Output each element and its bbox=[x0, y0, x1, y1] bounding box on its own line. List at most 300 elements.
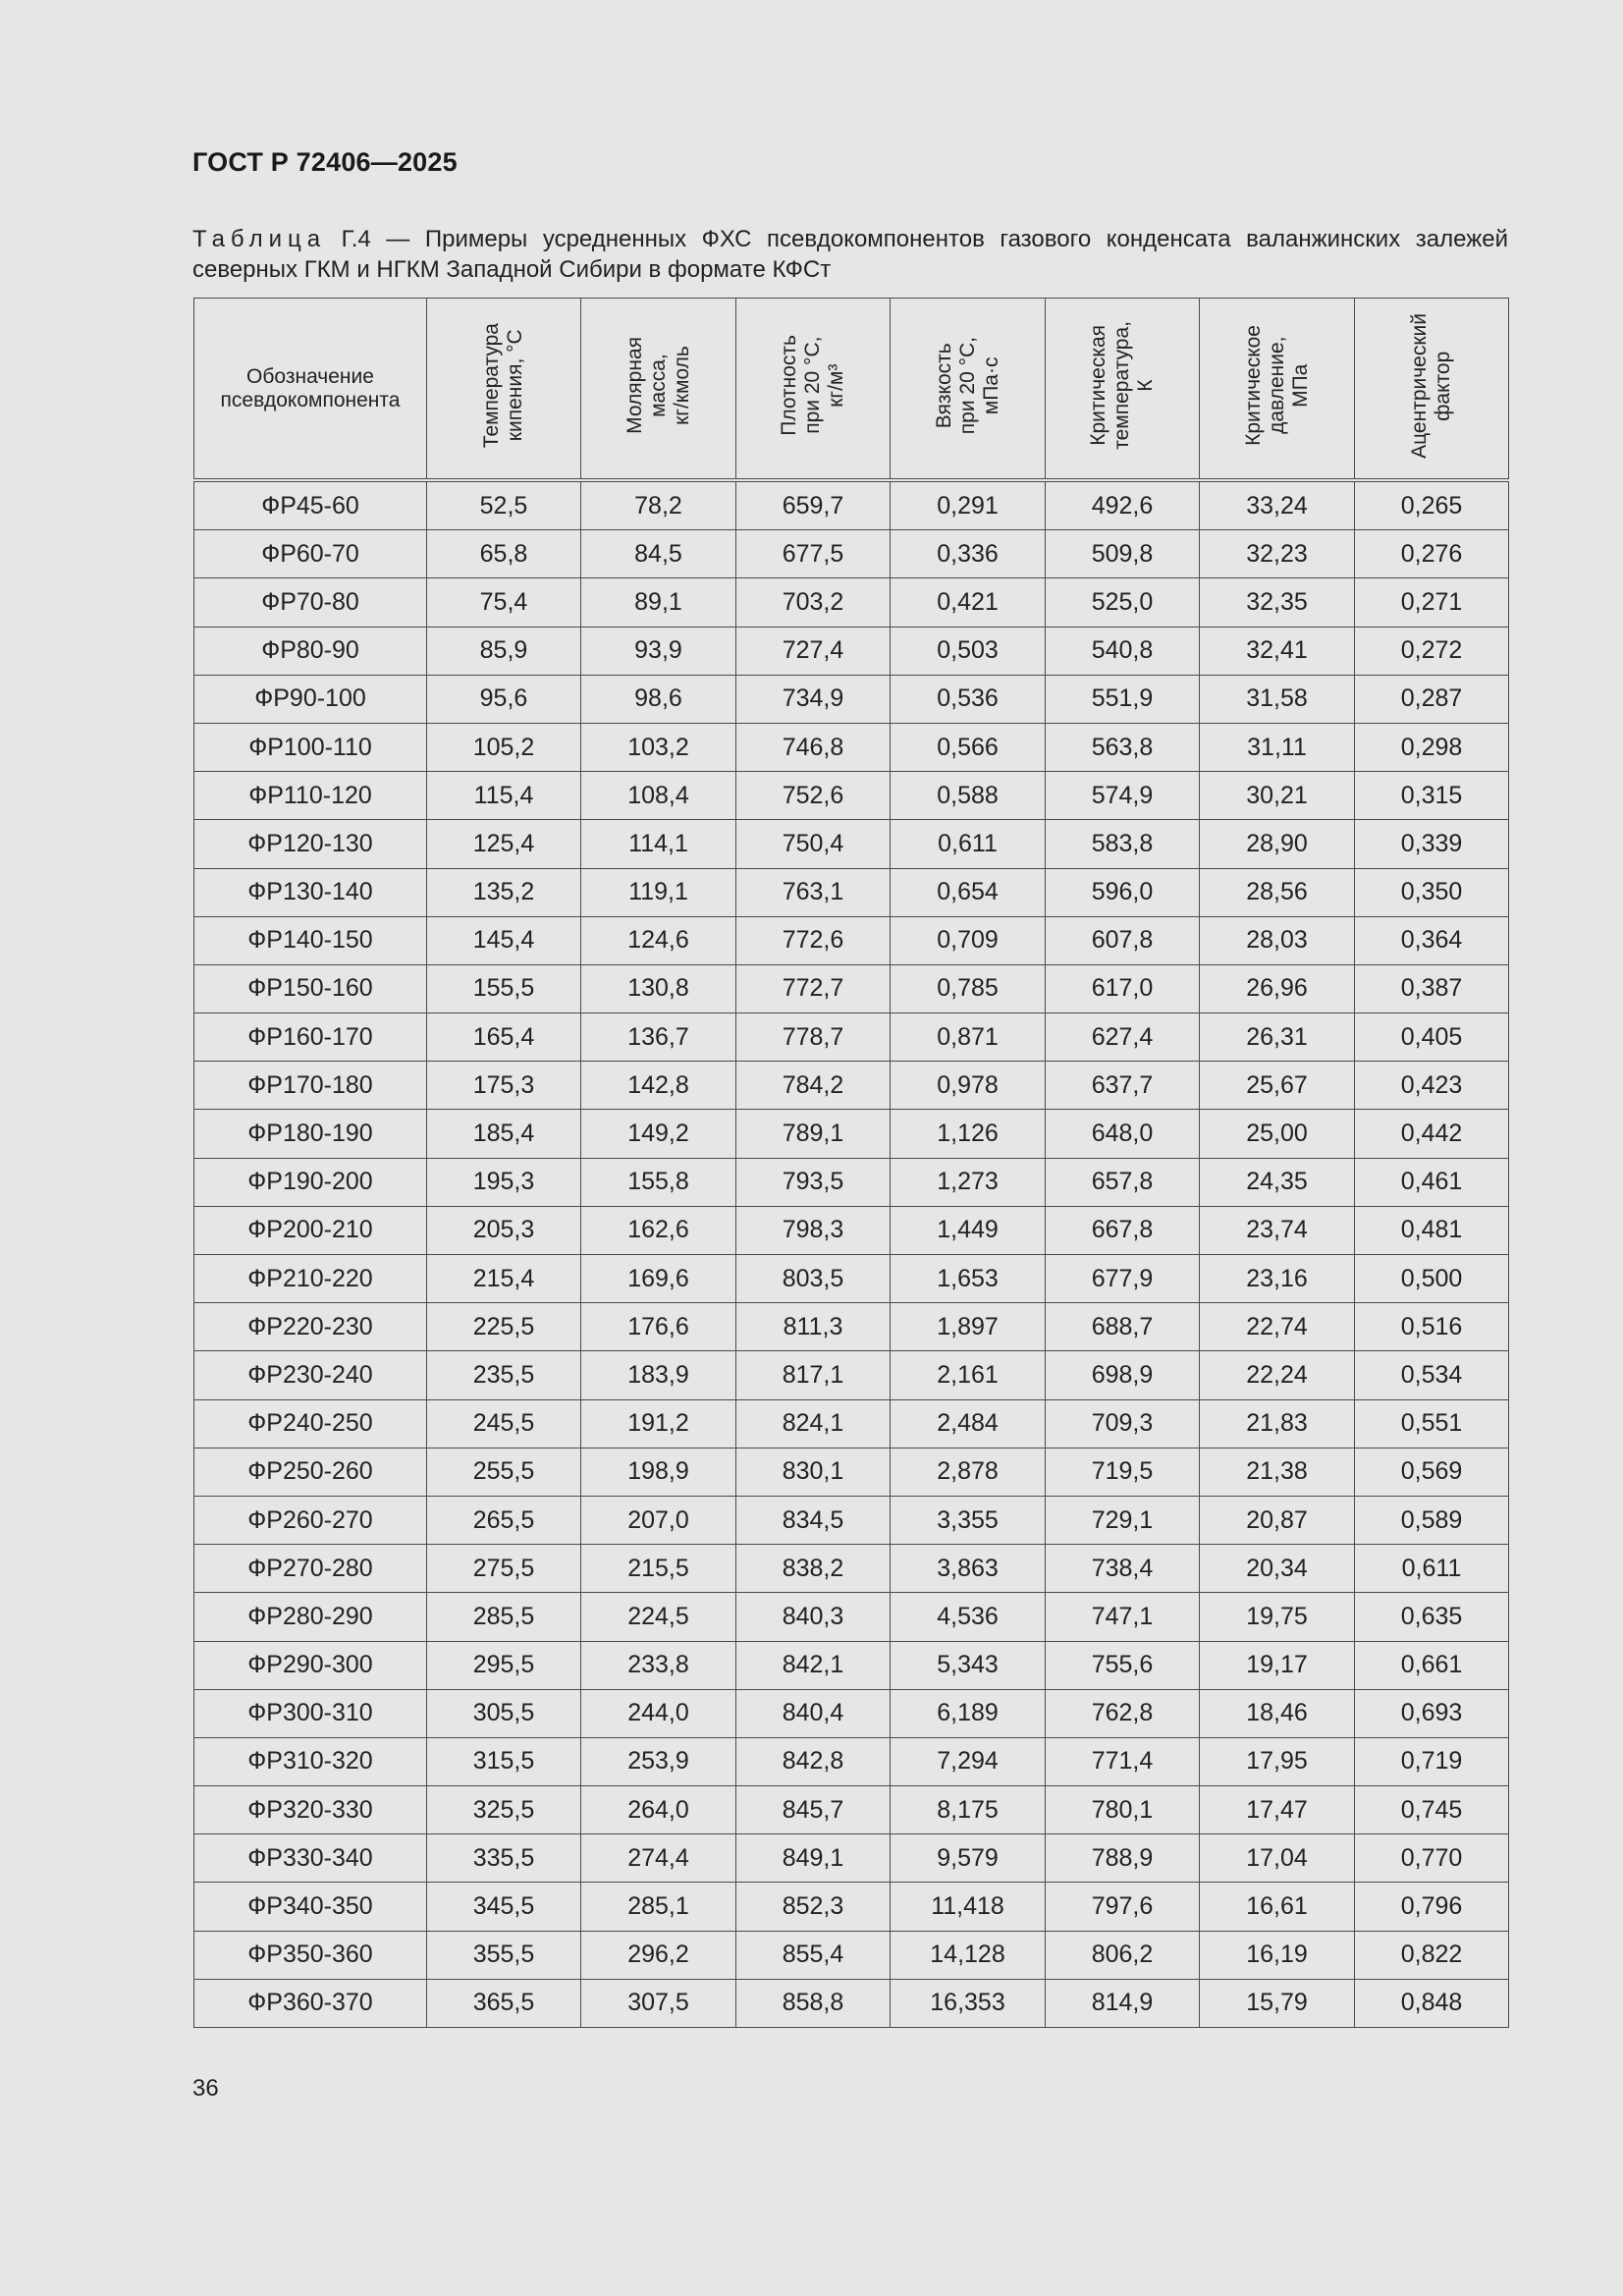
cell-viscosity: 0,588 bbox=[891, 772, 1046, 820]
table-row bbox=[194, 1399, 1509, 1448]
cell-critical-pressure: 26,31 bbox=[1200, 1013, 1355, 1062]
cell-pseudocomponent: ФР45-60 bbox=[194, 480, 427, 530]
cell-acentric-factor: 0,534 bbox=[1355, 1351, 1509, 1399]
cell-critical-temperature: 583,8 bbox=[1046, 820, 1200, 868]
cell-pseudocomponent: ФР210-220 bbox=[194, 1255, 427, 1303]
table-row bbox=[194, 1351, 1509, 1399]
header-line: кипения, °С bbox=[504, 329, 526, 442]
cell-density: 803,5 bbox=[736, 1255, 891, 1303]
cell-molar-mass: 191,2 bbox=[581, 1399, 736, 1448]
cell-viscosity: 0,336 bbox=[891, 530, 1046, 578]
cell-acentric-factor: 0,272 bbox=[1355, 627, 1509, 675]
cell-molar-mass: 93,9 bbox=[581, 627, 736, 675]
table-body bbox=[194, 480, 1509, 2028]
cell-boiling-temperature: 85,9 bbox=[427, 627, 581, 675]
cell-molar-mass: 103,2 bbox=[581, 723, 736, 771]
cell-critical-temperature: 780,1 bbox=[1046, 1786, 1200, 1834]
cell-critical-temperature: 747,1 bbox=[1046, 1593, 1200, 1641]
cell-critical-temperature: 563,8 bbox=[1046, 723, 1200, 771]
cell-density: 752,6 bbox=[736, 772, 891, 820]
cell-boiling-temperature: 345,5 bbox=[427, 1883, 581, 1931]
cell-pseudocomponent: ФР180-190 bbox=[194, 1110, 427, 1158]
cell-molar-mass: 307,5 bbox=[581, 1979, 736, 2027]
cell-viscosity: 3,863 bbox=[891, 1545, 1046, 1593]
cell-density: 855,4 bbox=[736, 1931, 891, 1979]
cell-acentric-factor: 0,287 bbox=[1355, 675, 1509, 723]
cell-critical-temperature: 637,7 bbox=[1046, 1062, 1200, 1110]
cell-acentric-factor: 0,405 bbox=[1355, 1013, 1509, 1062]
cell-acentric-factor: 0,387 bbox=[1355, 964, 1509, 1012]
cell-critical-pressure: 23,74 bbox=[1200, 1206, 1355, 1254]
cell-molar-mass: 155,8 bbox=[581, 1158, 736, 1206]
cell-density: 659,7 bbox=[736, 480, 891, 530]
cell-molar-mass: 264,0 bbox=[581, 1786, 736, 1834]
cell-molar-mass: 183,9 bbox=[581, 1351, 736, 1399]
table-row bbox=[194, 1931, 1509, 1979]
cell-pseudocomponent: ФР70-80 bbox=[194, 578, 427, 627]
cell-viscosity: 6,189 bbox=[891, 1689, 1046, 1737]
cell-viscosity: 0,566 bbox=[891, 723, 1046, 771]
cell-boiling-temperature: 75,4 bbox=[427, 578, 581, 627]
cell-density: 727,4 bbox=[736, 627, 891, 675]
cell-acentric-factor: 0,481 bbox=[1355, 1206, 1509, 1254]
cell-density: 763,1 bbox=[736, 868, 891, 916]
header-line: температура, bbox=[1110, 321, 1133, 450]
page-number: 36 bbox=[192, 2075, 219, 2102]
cell-critical-pressure: 31,58 bbox=[1200, 675, 1355, 723]
cell-critical-temperature: 525,0 bbox=[1046, 578, 1200, 627]
header-acentric-factor bbox=[1355, 299, 1509, 481]
cell-molar-mass: 149,2 bbox=[581, 1110, 736, 1158]
cell-density: 811,3 bbox=[736, 1303, 891, 1351]
cell-critical-temperature: 596,0 bbox=[1046, 868, 1200, 916]
cell-density: 772,6 bbox=[736, 916, 891, 964]
cell-pseudocomponent: ФР60-70 bbox=[194, 530, 427, 578]
cell-molar-mass: 198,9 bbox=[581, 1448, 736, 1496]
table-row bbox=[194, 1013, 1509, 1062]
cell-density: 677,5 bbox=[736, 530, 891, 578]
cell-critical-temperature: 540,8 bbox=[1046, 627, 1200, 675]
cell-acentric-factor: 0,364 bbox=[1355, 916, 1509, 964]
cell-pseudocomponent: ФР230-240 bbox=[194, 1351, 427, 1399]
cell-acentric-factor: 0,500 bbox=[1355, 1255, 1509, 1303]
cell-critical-pressure: 17,47 bbox=[1200, 1786, 1355, 1834]
cell-boiling-temperature: 185,4 bbox=[427, 1110, 581, 1158]
cell-pseudocomponent: ФР340-350 bbox=[194, 1883, 427, 1931]
cell-molar-mass: 119,1 bbox=[581, 868, 736, 916]
cell-acentric-factor: 0,350 bbox=[1355, 868, 1509, 916]
cell-critical-pressure: 24,35 bbox=[1200, 1158, 1355, 1206]
cell-critical-temperature: 755,6 bbox=[1046, 1641, 1200, 1689]
table-row bbox=[194, 627, 1509, 675]
cell-critical-pressure: 32,41 bbox=[1200, 627, 1355, 675]
table-row bbox=[194, 772, 1509, 820]
cell-boiling-temperature: 265,5 bbox=[427, 1496, 581, 1544]
table-row bbox=[194, 964, 1509, 1012]
cell-viscosity: 14,128 bbox=[891, 1931, 1046, 1979]
table-row bbox=[194, 1062, 1509, 1110]
cell-critical-temperature: 738,4 bbox=[1046, 1545, 1200, 1593]
cell-pseudocomponent: ФР150-160 bbox=[194, 964, 427, 1012]
cell-boiling-temperature: 285,5 bbox=[427, 1593, 581, 1641]
cell-pseudocomponent: ФР220-230 bbox=[194, 1303, 427, 1351]
cell-viscosity: 9,579 bbox=[891, 1834, 1046, 1883]
cell-molar-mass: 274,4 bbox=[581, 1834, 736, 1883]
cell-density: 778,7 bbox=[736, 1013, 891, 1062]
cell-pseudocomponent: ФР310-320 bbox=[194, 1737, 427, 1785]
table-row bbox=[194, 1593, 1509, 1641]
cell-molar-mass: 285,1 bbox=[581, 1883, 736, 1931]
cell-density: 838,2 bbox=[736, 1545, 891, 1593]
cell-molar-mass: 89,1 bbox=[581, 578, 736, 627]
cell-molar-mass: 136,7 bbox=[581, 1013, 736, 1062]
cell-acentric-factor: 0,442 bbox=[1355, 1110, 1509, 1158]
cell-density: 852,3 bbox=[736, 1883, 891, 1931]
cell-boiling-temperature: 205,3 bbox=[427, 1206, 581, 1254]
cell-viscosity: 0,291 bbox=[891, 480, 1046, 530]
cell-boiling-temperature: 65,8 bbox=[427, 530, 581, 578]
table-row bbox=[194, 1737, 1509, 1785]
cell-viscosity: 0,871 bbox=[891, 1013, 1046, 1062]
cell-density: 750,4 bbox=[736, 820, 891, 868]
cell-density: 849,1 bbox=[736, 1834, 891, 1883]
table-row bbox=[194, 1641, 1509, 1689]
cell-molar-mass: 296,2 bbox=[581, 1931, 736, 1979]
header-line: МПа bbox=[1288, 363, 1312, 408]
table-row bbox=[194, 820, 1509, 868]
cell-critical-pressure: 32,23 bbox=[1200, 530, 1355, 578]
header-line: кг/кмоль bbox=[670, 346, 693, 425]
cell-viscosity: 7,294 bbox=[891, 1737, 1046, 1785]
cell-boiling-temperature: 245,5 bbox=[427, 1399, 581, 1448]
cell-critical-temperature: 509,8 bbox=[1046, 530, 1200, 578]
cell-molar-mass: 114,1 bbox=[581, 820, 736, 868]
header-line: масса, bbox=[646, 354, 670, 417]
cell-boiling-temperature: 125,4 bbox=[427, 820, 581, 868]
header-row bbox=[194, 299, 1509, 481]
table-row bbox=[194, 1448, 1509, 1496]
cell-acentric-factor: 0,661 bbox=[1355, 1641, 1509, 1689]
cell-critical-pressure: 15,79 bbox=[1200, 1979, 1355, 2027]
table-row bbox=[194, 723, 1509, 771]
table-row bbox=[194, 480, 1509, 530]
header-line: К bbox=[1134, 379, 1157, 392]
cell-boiling-temperature: 315,5 bbox=[427, 1737, 581, 1785]
cell-density: 746,8 bbox=[736, 723, 891, 771]
cell-boiling-temperature: 335,5 bbox=[427, 1834, 581, 1883]
cell-viscosity: 0,503 bbox=[891, 627, 1046, 675]
cell-critical-pressure: 17,95 bbox=[1200, 1737, 1355, 1785]
cell-boiling-temperature: 175,3 bbox=[427, 1062, 581, 1110]
cell-critical-temperature: 797,6 bbox=[1046, 1883, 1200, 1931]
table-row bbox=[194, 1110, 1509, 1158]
cell-viscosity: 2,484 bbox=[891, 1399, 1046, 1448]
cell-pseudocomponent: ФР90-100 bbox=[194, 675, 427, 723]
cell-molar-mass: 169,6 bbox=[581, 1255, 736, 1303]
cell-critical-pressure: 23,16 bbox=[1200, 1255, 1355, 1303]
cell-critical-pressure: 16,61 bbox=[1200, 1883, 1355, 1931]
header-name-line: псевдокомпонента bbox=[220, 388, 401, 411]
cell-critical-temperature: 762,8 bbox=[1046, 1689, 1200, 1737]
cell-pseudocomponent: ФР200-210 bbox=[194, 1206, 427, 1254]
cell-acentric-factor: 0,276 bbox=[1355, 530, 1509, 578]
header-line: Критическая bbox=[1087, 325, 1109, 446]
cell-critical-temperature: 648,0 bbox=[1046, 1110, 1200, 1158]
header-line: при 20 °С, bbox=[801, 336, 824, 435]
cell-critical-temperature: 607,8 bbox=[1046, 916, 1200, 964]
cell-boiling-temperature: 225,5 bbox=[427, 1303, 581, 1351]
cell-boiling-temperature: 165,4 bbox=[427, 1013, 581, 1062]
cell-density: 845,7 bbox=[736, 1786, 891, 1834]
cell-molar-mass: 224,5 bbox=[581, 1593, 736, 1641]
cell-molar-mass: 124,6 bbox=[581, 916, 736, 964]
cell-critical-temperature: 698,9 bbox=[1046, 1351, 1200, 1399]
header-line: Вязкость bbox=[932, 343, 955, 428]
cell-pseudocomponent: ФР250-260 bbox=[194, 1448, 427, 1496]
cell-acentric-factor: 0,848 bbox=[1355, 1979, 1509, 2027]
cell-boiling-temperature: 295,5 bbox=[427, 1641, 581, 1689]
cell-pseudocomponent: ФР80-90 bbox=[194, 627, 427, 675]
cell-critical-temperature: 788,9 bbox=[1046, 1834, 1200, 1883]
cell-molar-mass: 108,4 bbox=[581, 772, 736, 820]
table-row bbox=[194, 1496, 1509, 1544]
cell-critical-temperature: 677,9 bbox=[1046, 1255, 1200, 1303]
table-row bbox=[194, 1834, 1509, 1883]
cell-viscosity: 11,418 bbox=[891, 1883, 1046, 1931]
cell-boiling-temperature: 145,4 bbox=[427, 916, 581, 964]
cell-boiling-temperature: 135,2 bbox=[427, 868, 581, 916]
cell-acentric-factor: 0,271 bbox=[1355, 578, 1509, 627]
cell-pseudocomponent: ФР130-140 bbox=[194, 868, 427, 916]
table-row bbox=[194, 530, 1509, 578]
cell-density: 824,1 bbox=[736, 1399, 891, 1448]
cell-boiling-temperature: 215,4 bbox=[427, 1255, 581, 1303]
cell-critical-pressure: 30,21 bbox=[1200, 772, 1355, 820]
cell-molar-mass: 162,6 bbox=[581, 1206, 736, 1254]
cell-acentric-factor: 0,265 bbox=[1355, 480, 1509, 530]
cell-pseudocomponent: ФР260-270 bbox=[194, 1496, 427, 1544]
cell-viscosity: 0,536 bbox=[891, 675, 1046, 723]
cell-boiling-temperature: 52,5 bbox=[427, 480, 581, 530]
cell-pseudocomponent: ФР270-280 bbox=[194, 1545, 427, 1593]
cell-acentric-factor: 0,516 bbox=[1355, 1303, 1509, 1351]
cell-density: 817,1 bbox=[736, 1351, 891, 1399]
table-row bbox=[194, 868, 1509, 916]
cell-molar-mass: 233,8 bbox=[581, 1641, 736, 1689]
table-row bbox=[194, 1786, 1509, 1834]
cell-boiling-temperature: 305,5 bbox=[427, 1689, 581, 1737]
cell-viscosity: 0,709 bbox=[891, 916, 1046, 964]
cell-viscosity: 1,897 bbox=[891, 1303, 1046, 1351]
cell-pseudocomponent: ФР280-290 bbox=[194, 1593, 427, 1641]
cell-acentric-factor: 0,745 bbox=[1355, 1786, 1509, 1834]
cell-critical-pressure: 28,03 bbox=[1200, 916, 1355, 964]
cell-density: 840,3 bbox=[736, 1593, 891, 1641]
cell-molar-mass: 98,6 bbox=[581, 675, 736, 723]
cell-boiling-temperature: 255,5 bbox=[427, 1448, 581, 1496]
cell-critical-temperature: 574,9 bbox=[1046, 772, 1200, 820]
cell-critical-temperature: 627,4 bbox=[1046, 1013, 1200, 1062]
cell-viscosity: 1,653 bbox=[891, 1255, 1046, 1303]
cell-density: 793,5 bbox=[736, 1158, 891, 1206]
cell-acentric-factor: 0,461 bbox=[1355, 1158, 1509, 1206]
cell-boiling-temperature: 155,5 bbox=[427, 964, 581, 1012]
caption-label: Таблица bbox=[192, 226, 327, 252]
header-line: Критическое bbox=[1241, 325, 1265, 446]
cell-density: 772,7 bbox=[736, 964, 891, 1012]
cell-molar-mass: 244,0 bbox=[581, 1689, 736, 1737]
cell-critical-pressure: 22,74 bbox=[1200, 1303, 1355, 1351]
table-row bbox=[194, 1206, 1509, 1254]
cell-critical-temperature: 688,7 bbox=[1046, 1303, 1200, 1351]
table-row bbox=[194, 578, 1509, 627]
cell-boiling-temperature: 325,5 bbox=[427, 1786, 581, 1834]
cell-density: 858,8 bbox=[736, 1979, 891, 2027]
table-row bbox=[194, 1689, 1509, 1737]
cell-boiling-temperature: 195,3 bbox=[427, 1158, 581, 1206]
cell-viscosity: 5,343 bbox=[891, 1641, 1046, 1689]
cell-pseudocomponent: ФР120-130 bbox=[194, 820, 427, 868]
cell-critical-pressure: 22,24 bbox=[1200, 1351, 1355, 1399]
cell-viscosity: 8,175 bbox=[891, 1786, 1046, 1834]
caption-text: Г.4 — Примеры усредненных ФХС псевдокомпонентов газового конденсата валанжинских залежей северных ГКМ и НГКМ Западной Сибири в формате КФСт bbox=[192, 226, 1508, 283]
cell-pseudocomponent: ФР330-340 bbox=[194, 1834, 427, 1883]
header-boiling-temperature bbox=[427, 299, 581, 481]
cell-critical-pressure: 18,46 bbox=[1200, 1689, 1355, 1737]
cell-pseudocomponent: ФР170-180 bbox=[194, 1062, 427, 1110]
cell-critical-temperature: 551,9 bbox=[1046, 675, 1200, 723]
cell-density: 840,4 bbox=[736, 1689, 891, 1737]
cell-viscosity: 4,536 bbox=[891, 1593, 1046, 1641]
cell-acentric-factor: 0,423 bbox=[1355, 1062, 1509, 1110]
header-line: при 20 °С, bbox=[955, 336, 979, 435]
cell-molar-mass: 207,0 bbox=[581, 1496, 736, 1544]
table-row bbox=[194, 916, 1509, 964]
cell-critical-temperature: 709,3 bbox=[1046, 1399, 1200, 1448]
cell-density: 834,5 bbox=[736, 1496, 891, 1544]
document-header: ГОСТ Р 72406—2025 bbox=[192, 147, 458, 177]
cell-critical-pressure: 26,96 bbox=[1200, 964, 1355, 1012]
header-line: мПа·с bbox=[979, 356, 1002, 414]
cell-critical-temperature: 667,8 bbox=[1046, 1206, 1200, 1254]
cell-viscosity: 0,785 bbox=[891, 964, 1046, 1012]
cell-critical-pressure: 32,35 bbox=[1200, 578, 1355, 627]
cell-pseudocomponent: ФР140-150 bbox=[194, 916, 427, 964]
cell-acentric-factor: 0,719 bbox=[1355, 1737, 1509, 1785]
cell-acentric-factor: 0,589 bbox=[1355, 1496, 1509, 1544]
cell-acentric-factor: 0,569 bbox=[1355, 1448, 1509, 1496]
cell-viscosity: 2,161 bbox=[891, 1351, 1046, 1399]
header-critical-pressure bbox=[1200, 299, 1355, 481]
cell-density: 703,2 bbox=[736, 578, 891, 627]
cell-molar-mass: 176,6 bbox=[581, 1303, 736, 1351]
cell-density: 842,8 bbox=[736, 1737, 891, 1785]
header-line: Плотность bbox=[778, 335, 800, 436]
cell-critical-pressure: 28,56 bbox=[1200, 868, 1355, 916]
header-line: давление, bbox=[1265, 336, 1288, 435]
cell-pseudocomponent: ФР290-300 bbox=[194, 1641, 427, 1689]
cell-viscosity: 0,611 bbox=[891, 820, 1046, 868]
cell-boiling-temperature: 95,6 bbox=[427, 675, 581, 723]
cell-critical-pressure: 33,24 bbox=[1200, 480, 1355, 530]
cell-critical-pressure: 31,11 bbox=[1200, 723, 1355, 771]
cell-acentric-factor: 0,796 bbox=[1355, 1883, 1509, 1931]
header-density bbox=[736, 299, 891, 481]
cell-acentric-factor: 0,339 bbox=[1355, 820, 1509, 868]
table-row bbox=[194, 675, 1509, 723]
cell-viscosity: 0,421 bbox=[891, 578, 1046, 627]
cell-critical-pressure: 19,75 bbox=[1200, 1593, 1355, 1641]
cell-density: 734,9 bbox=[736, 675, 891, 723]
cell-acentric-factor: 0,693 bbox=[1355, 1689, 1509, 1737]
header-critical-temperature bbox=[1046, 299, 1200, 481]
cell-density: 798,3 bbox=[736, 1206, 891, 1254]
header-name-column bbox=[194, 299, 427, 481]
table-caption bbox=[192, 224, 1508, 285]
cell-critical-temperature: 492,6 bbox=[1046, 480, 1200, 530]
cell-viscosity: 3,355 bbox=[891, 1496, 1046, 1544]
cell-pseudocomponent: ФР160-170 bbox=[194, 1013, 427, 1062]
cell-critical-temperature: 729,1 bbox=[1046, 1496, 1200, 1544]
cell-boiling-temperature: 275,5 bbox=[427, 1545, 581, 1593]
cell-critical-pressure: 16,19 bbox=[1200, 1931, 1355, 1979]
header-line: кг/м³ bbox=[825, 363, 847, 408]
cell-molar-mass: 142,8 bbox=[581, 1062, 736, 1110]
cell-acentric-factor: 0,551 bbox=[1355, 1399, 1509, 1448]
cell-molar-mass: 215,5 bbox=[581, 1545, 736, 1593]
cell-critical-temperature: 657,8 bbox=[1046, 1158, 1200, 1206]
cell-critical-temperature: 806,2 bbox=[1046, 1931, 1200, 1979]
cell-critical-temperature: 771,4 bbox=[1046, 1737, 1200, 1785]
cell-critical-pressure: 17,04 bbox=[1200, 1834, 1355, 1883]
cell-acentric-factor: 0,611 bbox=[1355, 1545, 1509, 1593]
cell-pseudocomponent: ФР110-120 bbox=[194, 772, 427, 820]
header-line: фактор bbox=[1432, 350, 1454, 421]
cell-pseudocomponent: ФР360-370 bbox=[194, 1979, 427, 2027]
cell-boiling-temperature: 105,2 bbox=[427, 723, 581, 771]
cell-boiling-temperature: 355,5 bbox=[427, 1931, 581, 1979]
cell-boiling-temperature: 235,5 bbox=[427, 1351, 581, 1399]
header-viscosity bbox=[891, 299, 1046, 481]
header-line: Ацентрический bbox=[1408, 312, 1431, 459]
table-row bbox=[194, 1158, 1509, 1206]
cell-viscosity: 2,878 bbox=[891, 1448, 1046, 1496]
header-line: Температура bbox=[480, 322, 503, 449]
cell-density: 830,1 bbox=[736, 1448, 891, 1496]
header-line: Молярная bbox=[622, 337, 646, 434]
cell-boiling-temperature: 365,5 bbox=[427, 1979, 581, 2027]
cell-pseudocomponent: ФР100-110 bbox=[194, 723, 427, 771]
cell-critical-pressure: 25,67 bbox=[1200, 1062, 1355, 1110]
cell-pseudocomponent: ФР350-360 bbox=[194, 1931, 427, 1979]
cell-critical-pressure: 20,87 bbox=[1200, 1496, 1355, 1544]
cell-molar-mass: 84,5 bbox=[581, 530, 736, 578]
cell-density: 789,1 bbox=[736, 1110, 891, 1158]
cell-viscosity: 1,449 bbox=[891, 1206, 1046, 1254]
cell-critical-pressure: 19,17 bbox=[1200, 1641, 1355, 1689]
cell-viscosity: 0,978 bbox=[891, 1062, 1046, 1110]
cell-acentric-factor: 0,635 bbox=[1355, 1593, 1509, 1641]
cell-pseudocomponent: ФР240-250 bbox=[194, 1399, 427, 1448]
cell-critical-pressure: 25,00 bbox=[1200, 1110, 1355, 1158]
cell-critical-temperature: 719,5 bbox=[1046, 1448, 1200, 1496]
table-row bbox=[194, 1979, 1509, 2027]
cell-molar-mass: 78,2 bbox=[581, 480, 736, 530]
cell-viscosity: 1,126 bbox=[891, 1110, 1046, 1158]
cell-boiling-temperature: 115,4 bbox=[427, 772, 581, 820]
cell-acentric-factor: 0,770 bbox=[1355, 1834, 1509, 1883]
cell-critical-temperature: 617,0 bbox=[1046, 964, 1200, 1012]
